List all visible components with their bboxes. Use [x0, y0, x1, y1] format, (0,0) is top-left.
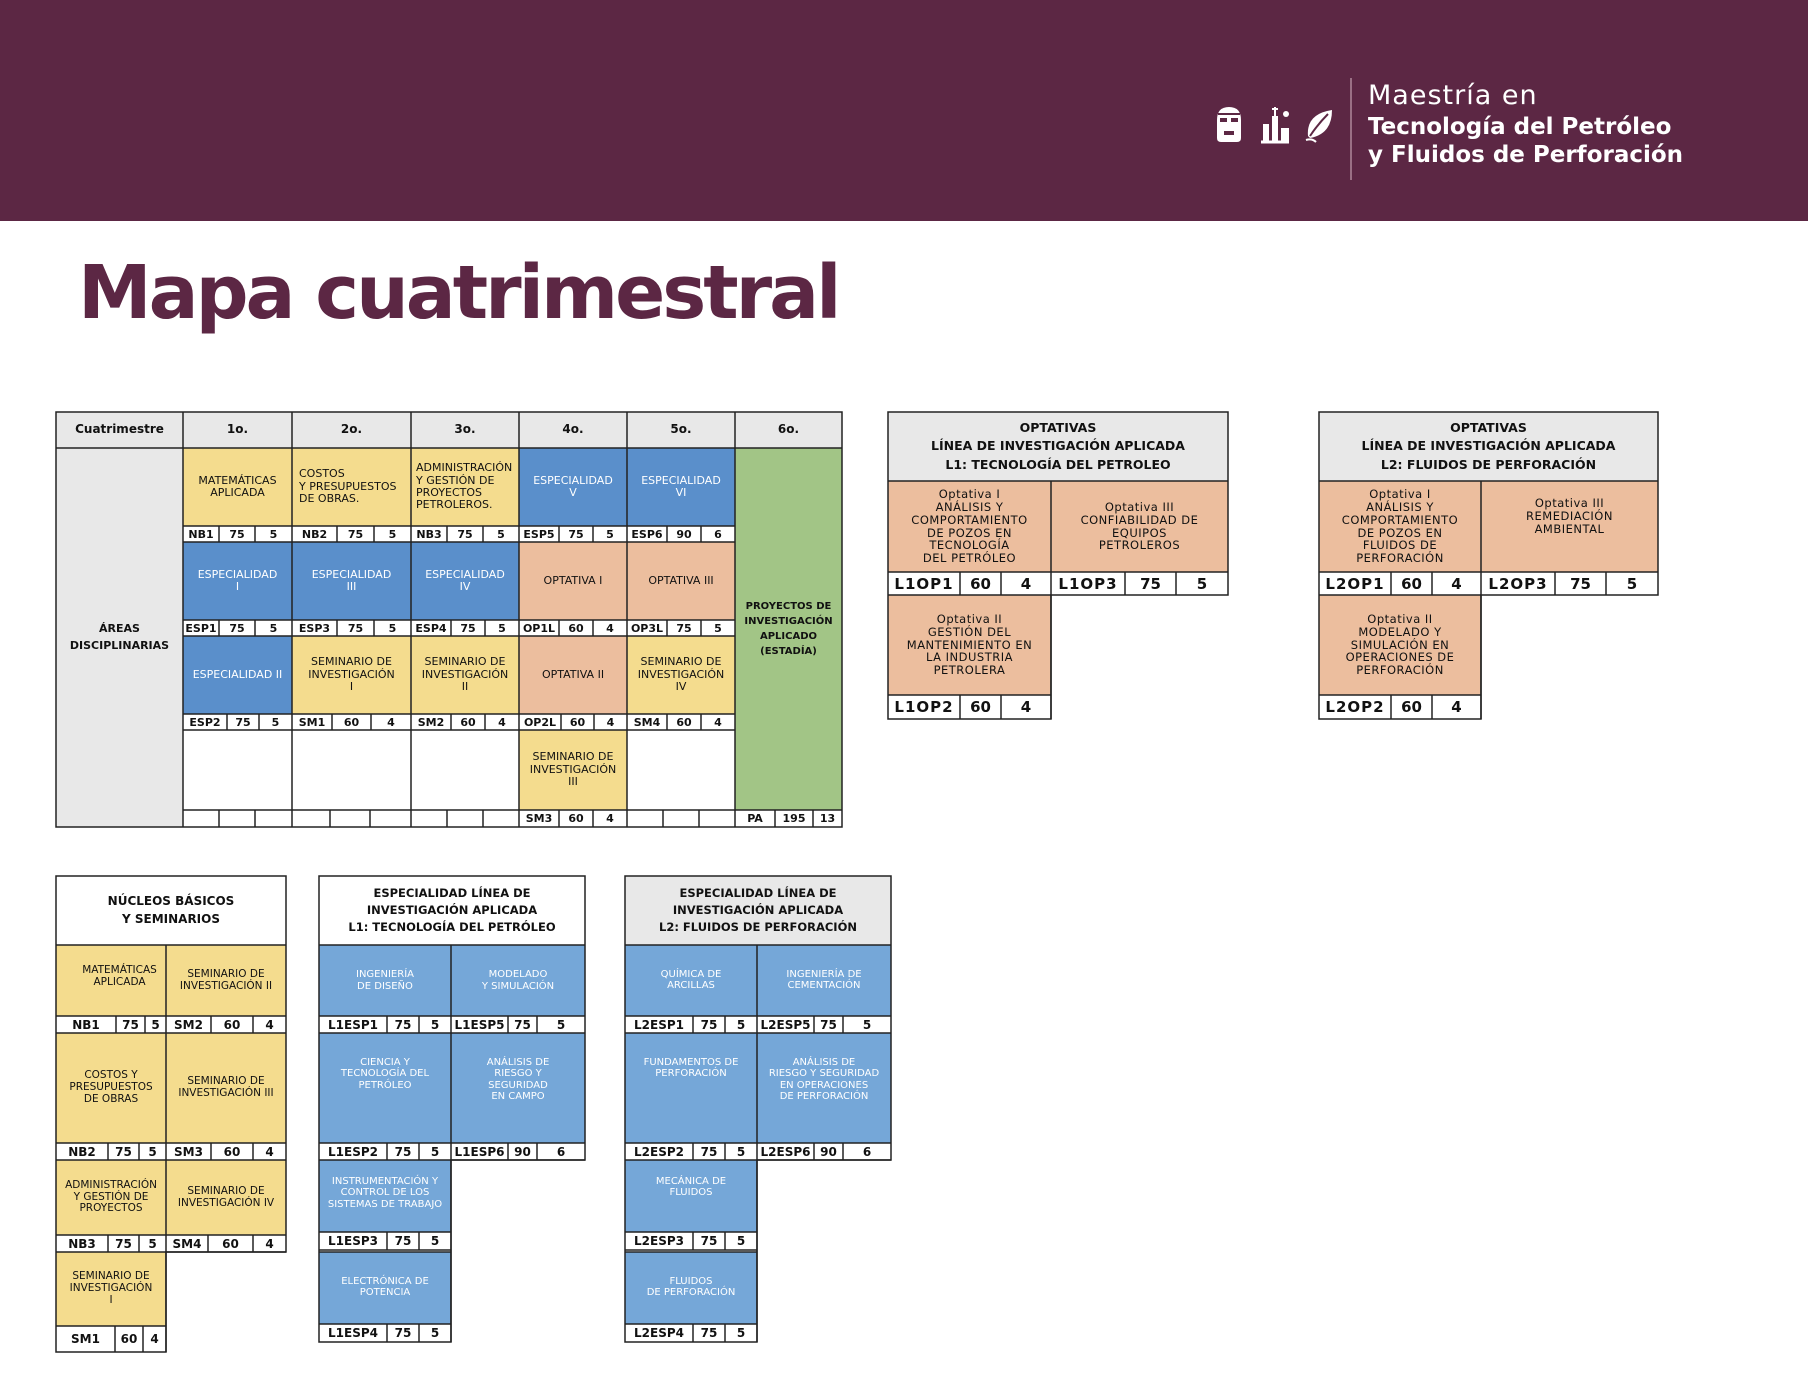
hours: 75: [559, 526, 593, 542]
hours: 75: [693, 1232, 725, 1250]
especialidad-l1-title: ESPECIALIDAD LÍNEA DE INVESTIGACIÓN APLICADA L1: TECNOLOGÍA DEL PETRÓLEO: [319, 876, 585, 945]
code: SM1: [292, 714, 332, 730]
hours: 60: [559, 810, 593, 827]
hours: 75: [1555, 572, 1606, 595]
code: L1OP2: [888, 695, 960, 719]
course-sm1: SEMINARIO DE INVESTIGACIÓN I: [292, 636, 411, 714]
course-sm4: SEMINARIO DE INVESTIGACIÓN IV: [627, 636, 735, 714]
col-3-header: 3o.: [411, 412, 519, 448]
code: OP2L: [519, 714, 561, 730]
code: ESP5: [519, 526, 559, 542]
page-title: Mapa cuatrimestral: [78, 250, 839, 336]
hours: 60: [208, 1235, 253, 1252]
code: SM2: [166, 1016, 211, 1033]
credits: 5: [1176, 572, 1228, 595]
logo-line-1: Maestría en: [1368, 80, 1538, 111]
course-pa: PROYECTOS DE INVESTIGACIÓN APLICADO (ESTADÍA): [735, 448, 842, 810]
code: L1ESP5: [451, 1016, 508, 1033]
credits: 5: [701, 620, 735, 636]
logo-line-3: y Fluidos de Perforación: [1368, 142, 1684, 168]
course-esp2: ESPECIALIDAD II: [183, 636, 292, 714]
course-l1esp5: MODELADO Y SIMULACIÓN: [451, 945, 585, 1016]
cuatrimestre-header: Cuatrimestre: [56, 412, 183, 448]
code: ESP3: [292, 620, 337, 636]
course-l2esp4: FLUIDOS DE PERFORACIÓN: [625, 1252, 757, 1324]
hours: 195: [775, 810, 813, 827]
course-nb2: COSTOS Y PRESUPUESTOS DE OBRAS: [56, 1033, 166, 1143]
credits: 4: [485, 714, 519, 730]
course-sm3: SEMINARIO DE INVESTIGACIÓN III: [519, 730, 627, 810]
credits: 4: [1001, 695, 1051, 719]
course-sm2: SEMINARIO DE INVESTIGACIÓN II: [166, 945, 286, 1016]
course-nb3: ADMINISTRACIÓN Y GESTIÓN DE PROYECTOS PETROLEROS.: [411, 448, 519, 526]
code: ESP4: [411, 620, 451, 636]
credits: 5: [725, 1324, 757, 1342]
course-l2esp2: FUNDAMENTOS DE PERFORACIÓN: [625, 1033, 757, 1143]
hours: 75: [451, 620, 485, 636]
code: L2ESP6: [757, 1143, 814, 1160]
course-l1esp2: CIENCIA Y TECNOLOGÍA DEL PETRÓLEO: [319, 1033, 451, 1143]
code: OP3L: [627, 620, 667, 636]
course-op2l: OPTATIVA II: [519, 636, 627, 714]
col-6-header: 6o.: [735, 412, 842, 448]
hours: 60: [451, 714, 485, 730]
course-nb1: MATEMÁTICAS APLICADA: [183, 448, 292, 526]
course-op1l: OPTATIVA I: [519, 542, 627, 620]
credits: 4: [594, 714, 627, 730]
credits: 5: [725, 1016, 757, 1033]
credits: 6: [537, 1143, 585, 1160]
credits: 5: [259, 714, 292, 730]
hours: 75: [387, 1143, 419, 1160]
course-sm4: SEMINARIO DE INVESTIGACIÓN IV: [166, 1160, 286, 1235]
code: ESP2: [183, 714, 227, 730]
credits: 5: [419, 1016, 451, 1033]
credits: 5: [139, 1235, 166, 1252]
code: NB3: [56, 1235, 108, 1252]
hours: 75: [337, 620, 374, 636]
course-nb1: MATEMÁTICAS APLICADA: [56, 945, 166, 1016]
credits: 4: [143, 1326, 166, 1352]
hours: 75: [508, 1016, 537, 1033]
credits: 5: [255, 620, 292, 636]
hours: 60: [1391, 572, 1432, 595]
course-nb3: ADMINISTRACIÓN Y GESTIÓN DE PROYECTOS: [56, 1160, 166, 1235]
hours: 75: [337, 526, 374, 542]
hours: 75: [447, 526, 483, 542]
course-l1esp6: ANÁLISIS DE RIESGO Y SEGURIDAD EN CAMPO: [451, 1033, 585, 1143]
code: NB3: [411, 526, 447, 542]
credits: 4: [1432, 572, 1481, 595]
credits: 5: [725, 1143, 757, 1160]
hours: 75: [227, 714, 259, 730]
course-l2esp6: ANÁLISIS DE RIESGO Y SEGURIDAD EN OPERACIONES DE PERFORACIÓN: [757, 1033, 891, 1143]
course-l1esp3: INSTRUMENTACIÓN Y CONTROL DE LOS SISTEMAS DE TRABAJO: [319, 1160, 451, 1232]
code: NB2: [56, 1143, 108, 1160]
credits: 6: [843, 1143, 891, 1160]
credits: 5: [485, 620, 519, 636]
course-sm2: SEMINARIO DE INVESTIGACIÓN II: [411, 636, 519, 714]
code: L2OP1: [1319, 572, 1391, 595]
hours: 60: [211, 1143, 253, 1160]
code: ESP1: [183, 620, 219, 636]
code: L2ESP5: [757, 1016, 814, 1033]
hours: 75: [1125, 572, 1176, 595]
col-2-header: 2o.: [292, 412, 411, 448]
col-5-header: 5o.: [627, 412, 735, 448]
code: NB1: [183, 526, 219, 542]
code: SM2: [411, 714, 451, 730]
credits: 4: [593, 810, 627, 827]
code: L2ESP1: [625, 1016, 693, 1033]
hours: 75: [387, 1016, 419, 1033]
course-esp5: ESPECIALIDAD V: [519, 448, 627, 526]
course-sm3: SEMINARIO DE INVESTIGACIÓN III: [166, 1033, 286, 1143]
code: L2ESP4: [625, 1324, 693, 1342]
code: ESP6: [627, 526, 667, 542]
course-esp1: ESPECIALIDAD I: [183, 542, 292, 620]
hours: 60: [332, 714, 371, 730]
hours: 75: [108, 1143, 139, 1160]
optativas-l1-title: OPTATIVAS LÍNEA DE INVESTIGACIÓN APLICADA L1: TECNOLOGÍA DEL PETROLEO: [888, 412, 1228, 481]
hours: 60: [559, 620, 593, 636]
course-l1op2: Optativa II GESTIÓN DEL MANTENIMIENTO EN LA INDUSTRIA PETROLERA: [888, 595, 1051, 695]
hours: 60: [1391, 695, 1432, 719]
hours: 60: [211, 1016, 253, 1033]
hours: 75: [814, 1016, 843, 1033]
code: L1ESP1: [319, 1016, 387, 1033]
code: SM1: [56, 1326, 115, 1352]
credits: 5: [537, 1016, 585, 1033]
code: SM4: [166, 1235, 208, 1252]
credits: 5: [419, 1324, 451, 1342]
credits: 5: [419, 1232, 451, 1250]
hours: 60: [561, 714, 594, 730]
col-1-header: 1o.: [183, 412, 292, 448]
hours: 60: [960, 572, 1001, 595]
hours: 75: [116, 1016, 145, 1033]
course-l2op3: Optativa III REMEDIACIÓN AMBIENTAL: [1481, 481, 1658, 572]
code: SM3: [166, 1143, 211, 1160]
course-sm1: SEMINARIO DE INVESTIGACIÓN I: [56, 1252, 166, 1326]
credits: 4: [1432, 695, 1481, 719]
col-4-header: 4o.: [519, 412, 627, 448]
credits: 5: [483, 526, 519, 542]
hours: 75: [108, 1235, 139, 1252]
course-l1esp4: ELECTRÓNICA DE POTENCIA: [319, 1252, 451, 1324]
course-l1op3: Optativa III CONFIABILIDAD DE EQUIPOS PETROLEROS: [1051, 481, 1228, 572]
code: L2ESP3: [625, 1232, 693, 1250]
hours: 75: [693, 1143, 725, 1160]
course-nb2: COSTOS Y PRESUPUESTOS DE OBRAS.: [292, 448, 411, 526]
course-l1op1: Optativa I ANÁLISIS Y COMPORTAMIENTO DE POZOS EN TECNOLOGÍA DEL PETRÓLEO: [888, 481, 1051, 572]
logo-line-2: Tecnología del Petróleo: [1368, 114, 1672, 140]
code: L2OP3: [1481, 572, 1555, 595]
optativas-l2-title: OPTATIVAS LÍNEA DE INVESTIGACIÓN APLICADA L2: FLUIDOS DE PERFORACIÓN: [1319, 412, 1658, 481]
course-op3l: OPTATIVA III: [627, 542, 735, 620]
hours: 75: [219, 526, 255, 542]
hours: 75: [387, 1324, 419, 1342]
credits: 4: [1001, 572, 1051, 595]
areas-disciplinarias-label: ÁREAS DISCIPLINARIAS: [56, 448, 183, 827]
credits: 5: [1606, 572, 1658, 595]
credits: 4: [253, 1016, 286, 1033]
hours: 90: [508, 1143, 537, 1160]
code: L1ESP6: [451, 1143, 508, 1160]
hours: 75: [693, 1016, 725, 1033]
course-l2esp3: MECÁNICA DE FLUIDOS: [625, 1160, 757, 1232]
hours: 75: [219, 620, 255, 636]
credits: 5: [725, 1232, 757, 1250]
credits: 5: [145, 1016, 166, 1033]
course-esp3: ESPECIALIDAD III: [292, 542, 411, 620]
credits: 4: [701, 714, 735, 730]
code: L1OP1: [888, 572, 960, 595]
hours: 90: [814, 1143, 843, 1160]
credits: 4: [253, 1235, 286, 1252]
hours: 60: [667, 714, 701, 730]
code: SM4: [627, 714, 667, 730]
credits: 4: [593, 620, 627, 636]
code: NB2: [292, 526, 337, 542]
credits: 5: [139, 1143, 166, 1160]
course-l2op1: Optativa I ANÁLISIS Y COMPORTAMIENTO DE POZOS EN FLUIDOS DE PERFORACIÓN: [1319, 481, 1481, 572]
credits: 13: [813, 810, 842, 827]
code: NB1: [56, 1016, 116, 1033]
hours: 60: [115, 1326, 143, 1352]
credits: 5: [843, 1016, 891, 1033]
credits: 6: [701, 526, 735, 542]
nucleos-basicos-title: NÚCLEOS BÁSICOS Y SEMINARIOS: [56, 876, 286, 945]
credits: 5: [374, 620, 411, 636]
credits: 5: [593, 526, 627, 542]
code: PA: [735, 810, 775, 827]
code: OP1L: [519, 620, 559, 636]
course-esp4: ESPECIALIDAD IV: [411, 542, 519, 620]
course-esp6: ESPECIALIDAD VI: [627, 448, 735, 526]
code: L1ESP2: [319, 1143, 387, 1160]
course-l2esp1: QUÍMICA DE ARCILLAS: [625, 945, 757, 1016]
code: L2ESP2: [625, 1143, 693, 1160]
hours: 75: [693, 1324, 725, 1342]
credits: 5: [374, 526, 411, 542]
code: SM3: [519, 810, 559, 827]
course-l1esp1: INGENIERÍA DE DISEÑO: [319, 945, 451, 1016]
credits: 4: [371, 714, 411, 730]
hours: 60: [960, 695, 1001, 719]
code: L1ESP4: [319, 1324, 387, 1342]
hours: 75: [387, 1232, 419, 1250]
hours: 90: [667, 526, 701, 542]
credits: 5: [419, 1143, 451, 1160]
course-l2esp5: INGENIERÍA DE CEMENTACIÓN: [757, 945, 891, 1016]
credits: 4: [253, 1143, 286, 1160]
hours: 75: [667, 620, 701, 636]
credits: 5: [255, 526, 292, 542]
course-l2op2: Optativa II MODELADO Y SIMULACIÓN EN OPERACIONES DE PERFORACIÓN: [1319, 595, 1481, 695]
code: L2OP2: [1319, 695, 1391, 719]
especialidad-l2-title: ESPECIALIDAD LÍNEA DE INVESTIGACIÓN APLICADA L2: FLUIDOS DE PERFORACIÓN: [625, 876, 891, 945]
code: L1ESP3: [319, 1232, 387, 1250]
code: L1OP3: [1051, 572, 1125, 595]
